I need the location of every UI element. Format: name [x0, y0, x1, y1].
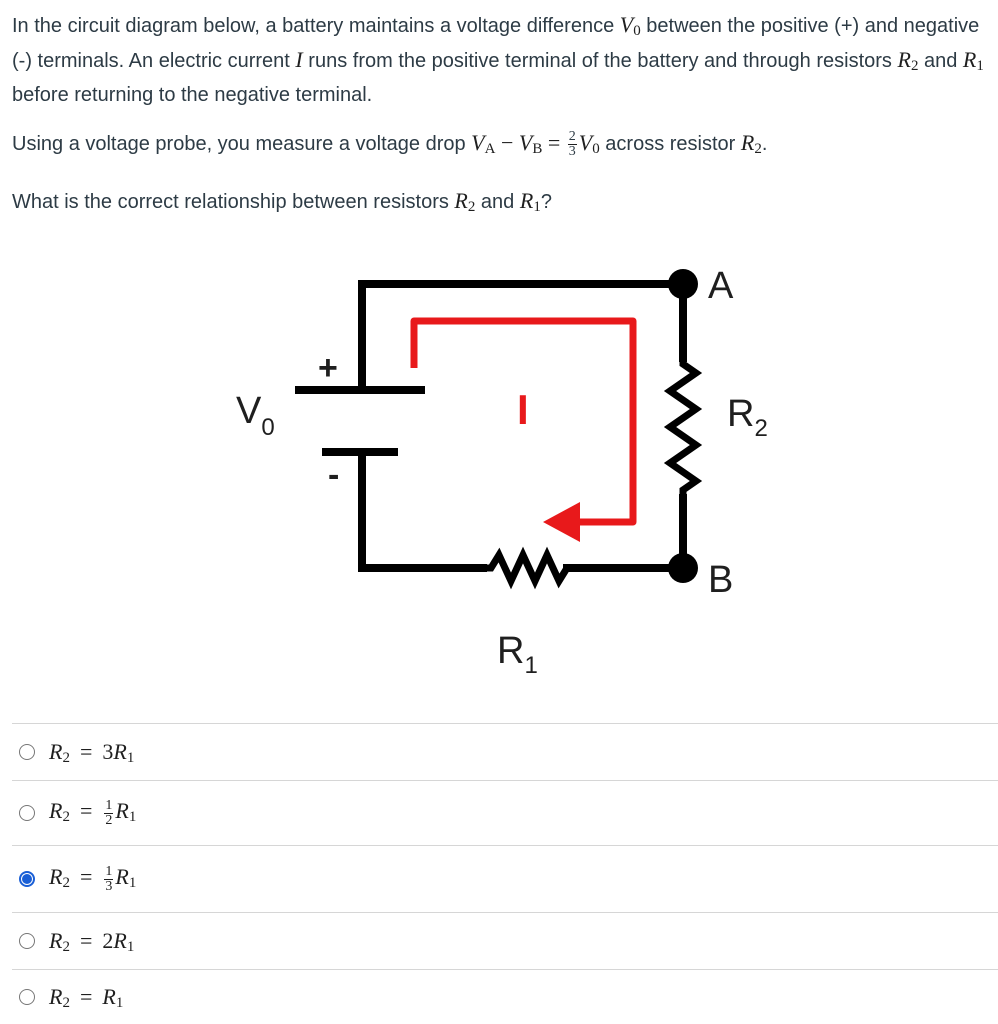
option-5-equation: $R_2 = R_1$ [49, 984, 124, 1011]
label-r1: $R_1$ [497, 630, 538, 679]
label-r2: $R_2$ [727, 393, 768, 442]
fraction-two-thirds: $\frac{2}{3}$ [568, 129, 576, 160]
fraction-one-half: $\frac{1}{2}$ [105, 797, 113, 828]
current-arrowhead [543, 502, 580, 542]
radio-button[interactable] [19, 989, 35, 1005]
label-plus: + [318, 349, 338, 387]
label-minus: - [328, 456, 340, 494]
label-v0: $V_0$ [236, 390, 275, 441]
math-V0: $V_0$ [619, 12, 641, 39]
radio-selected-dot [22, 874, 32, 884]
math-VA: $V_A$ [471, 130, 496, 157]
option-1-equation: $R_2 = 3R_1$ [49, 739, 135, 766]
label-current: I [517, 386, 529, 433]
bottom-left-wire [362, 452, 483, 568]
radio-button-selected[interactable] [19, 871, 35, 887]
math-VB: $V_B$ [518, 130, 543, 157]
question-paragraph-2: Using a voltage probe, you measure a voltage drop $V_A - V_B$ = $\frac{2}{3}$ $V_0$ across resistor $R_2$. [12, 129, 768, 160]
math-R2: $R_2$ [454, 188, 476, 215]
answer-option-3[interactable] [12, 846, 998, 912]
node-a [668, 269, 698, 299]
answer-option-5[interactable] [12, 970, 998, 1024]
answer-option-4[interactable] [12, 913, 998, 969]
math-I: I [295, 47, 303, 72]
math-R1: $R_1$ [962, 47, 984, 74]
circuit-diagram [0, 230, 998, 700]
answer-option-1[interactable] [12, 724, 998, 780]
math-V0: $V_0$ [578, 130, 600, 157]
resistor-r2-symbol [670, 356, 696, 500]
question-paragraph-1: In the circuit diagram below, a battery maintains a voltage difference $V_0$ between the positive (+) and negative (-) terminals. An electric current I runs from the positive terminal of the battery and through resistors $R_2$ and $R_1$ before returning to the negative terminal. [12, 12, 984, 106]
option-2-equation: $R_2$ = $\frac{1}{2}$ $R_1$ [49, 797, 137, 828]
node-b [668, 553, 698, 583]
right-bottom-wire [567, 498, 683, 568]
radio-button[interactable] [19, 805, 35, 821]
question-paragraph-3: What is the correct relationship between resistors $R_2$ and $R_1$? [12, 188, 552, 215]
label-b: B [708, 559, 734, 601]
resistor-r1-symbol [481, 555, 569, 581]
radio-button[interactable] [19, 744, 35, 760]
answer-option-2[interactable] [12, 781, 998, 845]
math-R2: $R_2$ [740, 130, 762, 157]
math-R1: $R_1$ [519, 188, 541, 215]
label-a: A [708, 265, 734, 307]
radio-button[interactable] [19, 933, 35, 949]
math-R2: $R_2$ [897, 47, 919, 74]
option-3-equation: $R_2$ = $\frac{1}{3}$ $R_1$ [49, 863, 137, 894]
option-4-equation: $R_2 = 2R_1$ [49, 928, 135, 955]
fraction-one-third: $\frac{1}{3}$ [105, 863, 113, 894]
